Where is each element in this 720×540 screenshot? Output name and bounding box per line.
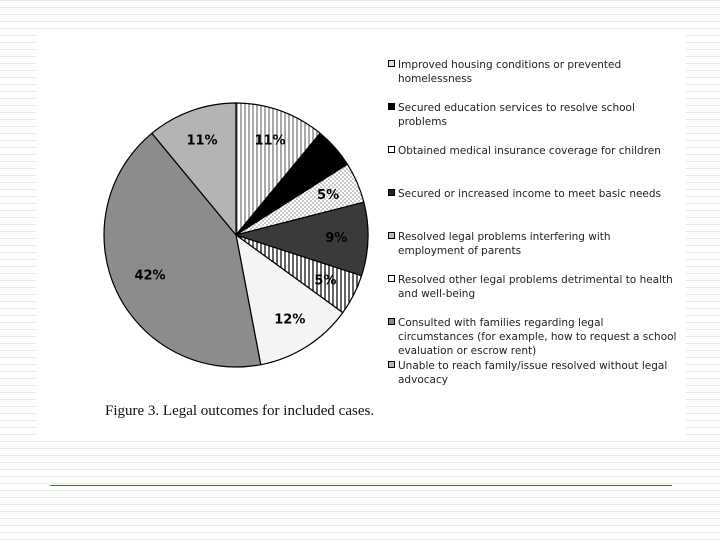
slice-label: 5%: [317, 188, 340, 204]
slice-label: 12%: [274, 312, 306, 328]
figure-panel: [36, 30, 686, 438]
slice-label: 9%: [325, 231, 348, 247]
slice-label: 5%: [300, 161, 323, 177]
pie-chart: [36, 30, 376, 390]
legend-label: Resolved legal problems interfering with employment of parents: [398, 231, 611, 257]
legend-swatch: [388, 361, 395, 368]
legend-label: Secured or increased income to meet basic needs: [398, 188, 662, 200]
legend-item: [388, 316, 678, 359]
legend-swatch: [388, 232, 395, 239]
legend-swatch: [388, 275, 395, 282]
legend-item: [388, 101, 678, 144]
legend-item: [388, 273, 678, 316]
legend: [388, 58, 678, 402]
legend-item: [388, 187, 678, 230]
legend-swatch: [388, 146, 395, 153]
legend-item: [388, 144, 678, 187]
legend-label: Consulted with families regarding legal circumstances (for example, how to request a school evaluation or escrow rent): [398, 317, 677, 357]
legend-label: Obtained medical insurance coverage for children: [398, 145, 661, 157]
legend-swatch: [388, 189, 395, 196]
slice-label: 5%: [314, 273, 337, 289]
legend-label: Resolved other legal problems detrimental to health and well-being: [398, 274, 673, 300]
figure-caption: Figure 3. Legal outcomes for included cases.: [105, 403, 375, 419]
legend-label: Unable to reach family/issue resolved without legal advocacy: [398, 360, 668, 386]
slice-label: 42%: [134, 268, 166, 284]
slice-label: 11%: [254, 133, 286, 149]
legend-label: Improved housing conditions or prevented homelessness: [398, 59, 622, 85]
legend-label: Secured education services to resolve school problems: [398, 102, 635, 128]
legend-swatch: [388, 318, 395, 325]
legend-item: [388, 359, 678, 402]
divider-rule: [50, 485, 672, 486]
legend-swatch: [388, 60, 395, 67]
legend-swatch: [388, 103, 395, 110]
slice-label: 11%: [186, 133, 218, 149]
legend-item: [388, 230, 678, 273]
legend-item: [388, 58, 678, 101]
